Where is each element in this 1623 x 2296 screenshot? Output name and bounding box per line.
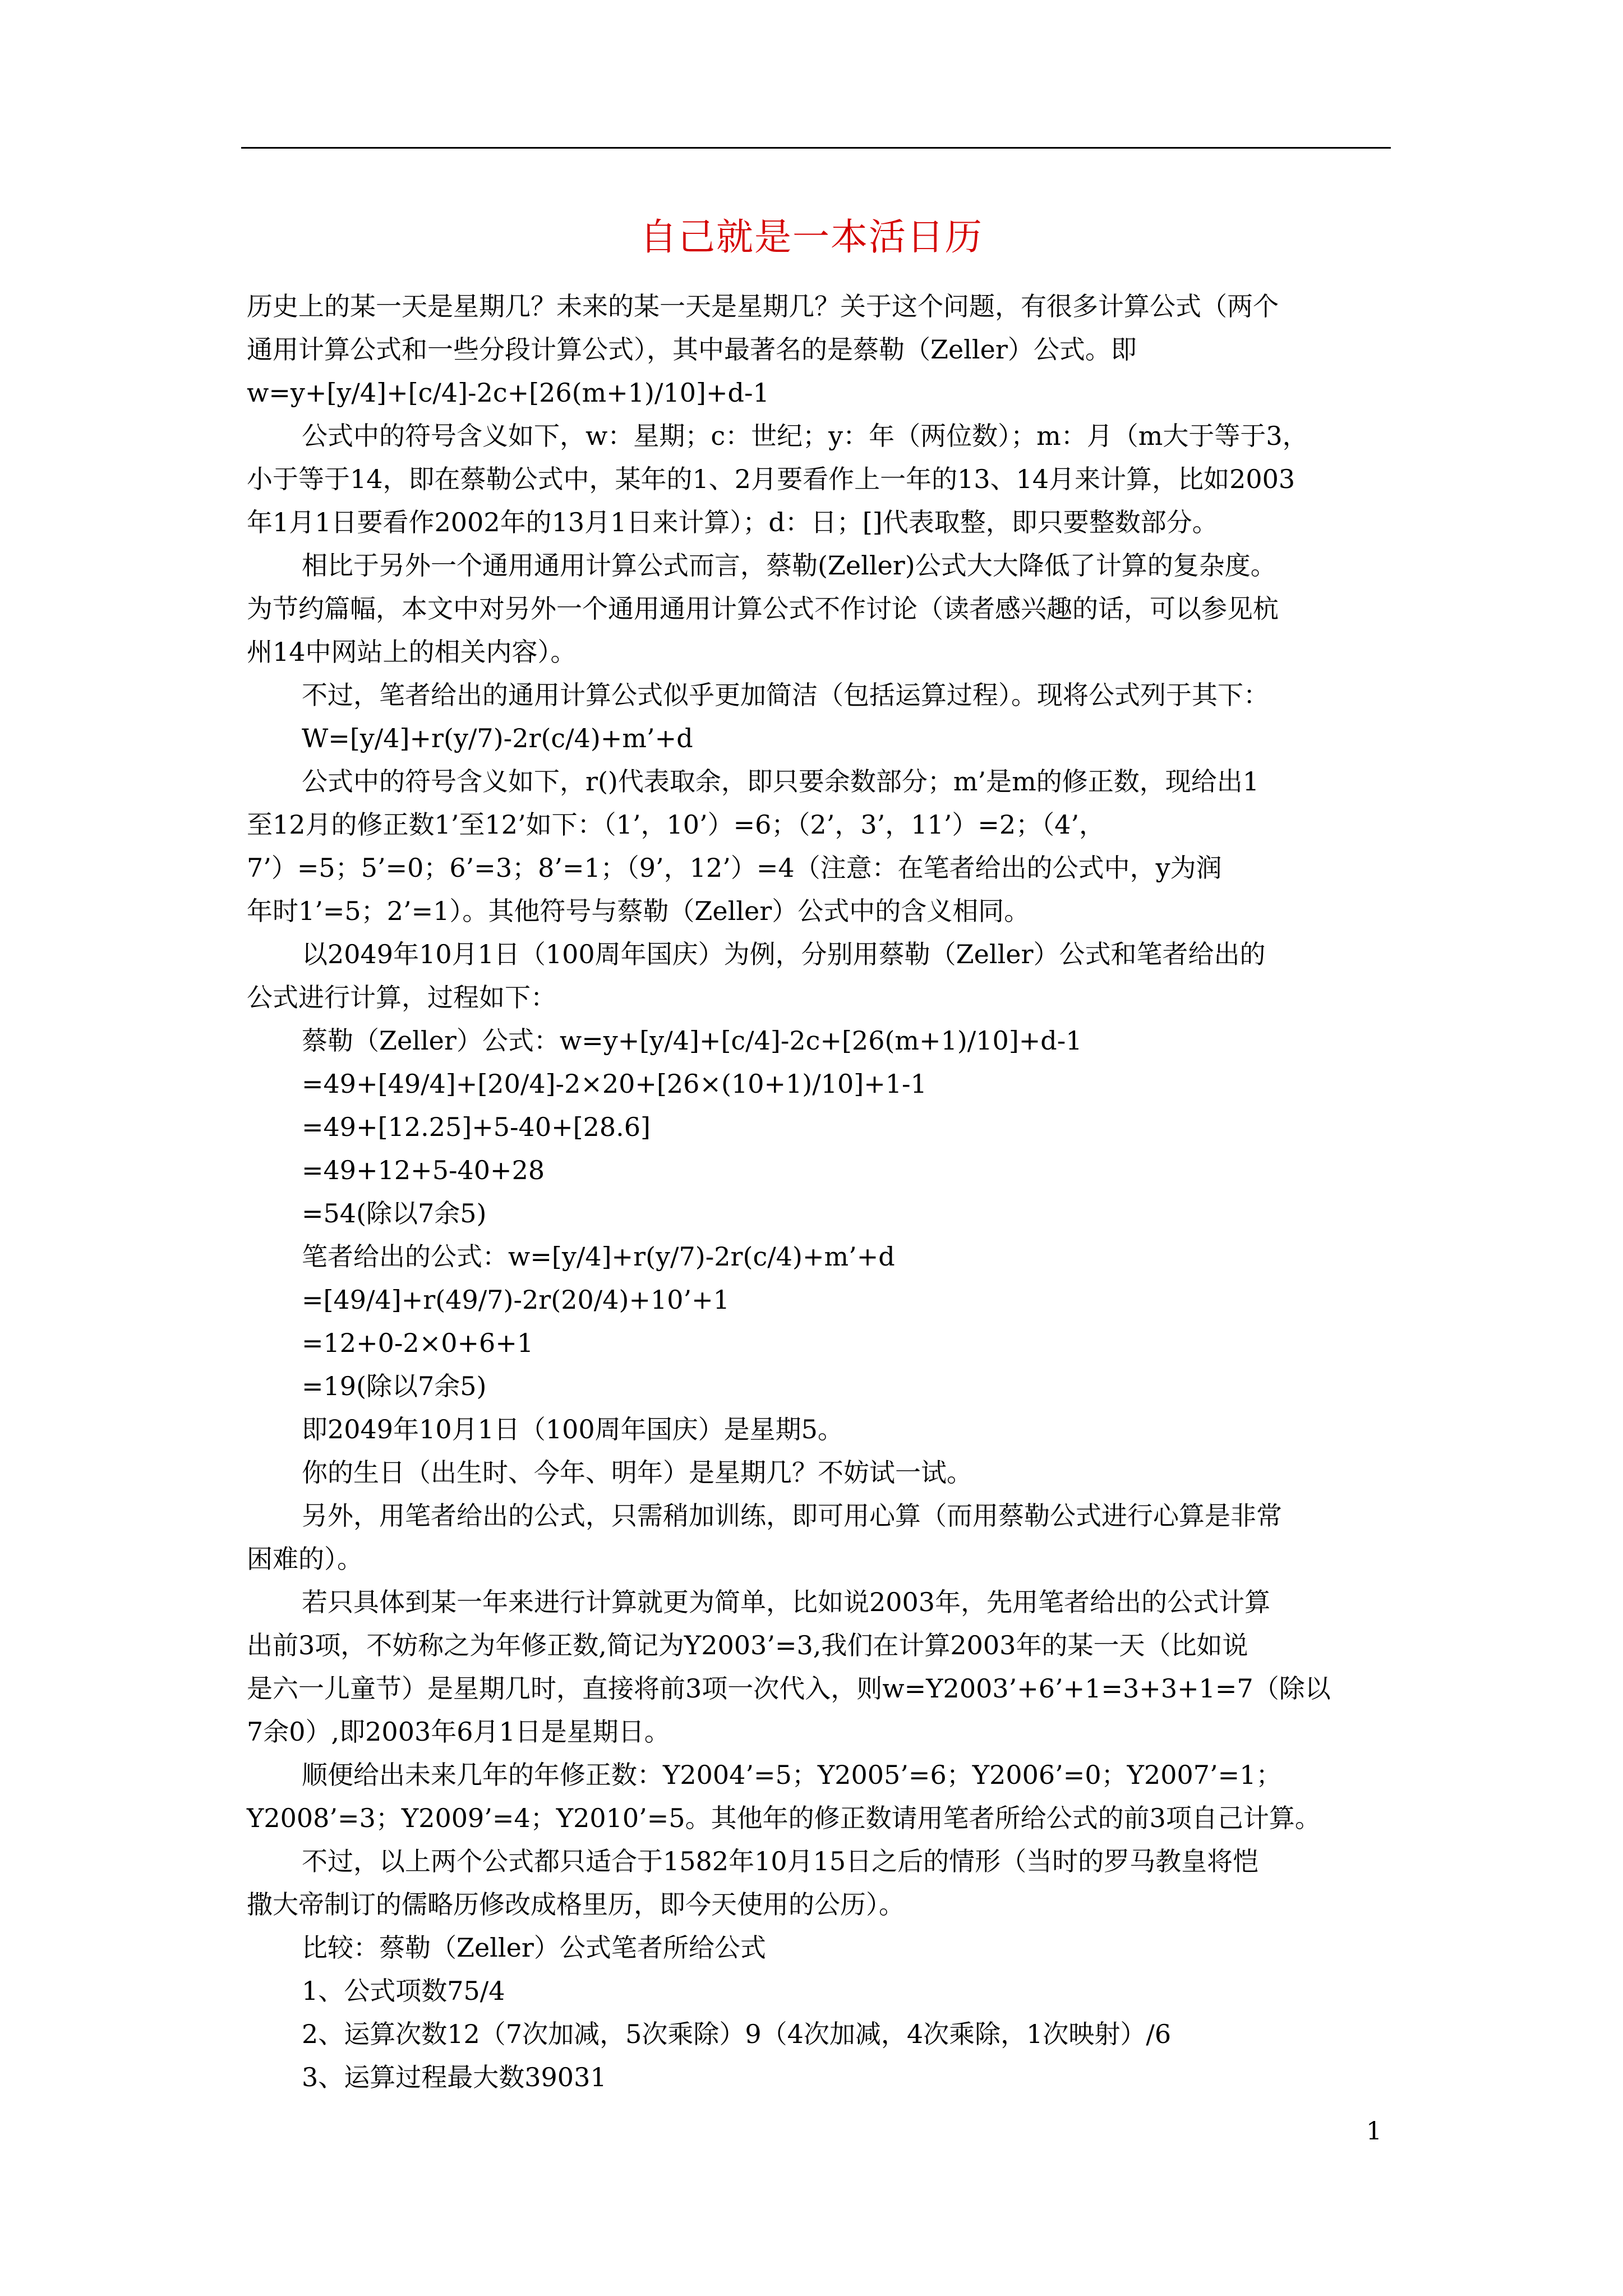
text-line: 顺便给出未来几年的年修正数：Y2004’=5；Y2005’=6；Y2006’=0；Y2007’=1； <box>302 1760 1282 1790</box>
text-line: 公式进行计算，过程如下： <box>247 982 556 1013</box>
text-line: 2、运算次数12（7次加减，5次乘除）9（4次加减，4次乘除，1次映射）/6 <box>302 2019 1172 2049</box>
text-line: 年1月1日要看作2002年的13月1日来计算）；d：日；[]代表取整，即只要整数部分。 <box>247 507 1218 537</box>
text-line: 是六一儿童节）是星期几时，直接将前3项一次代入，则w=Y2003’+6’+1=3+3+1=7（除以 <box>247 1673 1331 1704</box>
text-line: 困难的）。 <box>247 1544 363 1574</box>
text-line: 你的生日（出生时、今年、明年）是星期几？不妨试一试。 <box>302 1457 972 1488</box>
text-line: 公式中的符号含义如下，r()代表取余，即只要余数部分；m’是m的修正数，现给出1 <box>302 766 1260 797</box>
text-line: 公式中的符号含义如下，w：星期；c：世纪；y：年（两位数）；m：月（m大于等于3， <box>302 421 1308 451</box>
text-line: 出前3项，不妨称之为年修正数,简记为Y2003’=3,我们在计算2003年的某一天（比如说 <box>247 1630 1248 1660</box>
text-line: =49+12+5-40+28 <box>302 1155 545 1185</box>
page-number: 1 <box>1366 2117 1382 2146</box>
text-line: 比较：蔡勒（Zeller）公式笔者所给公式 <box>302 1932 766 1963</box>
text-line: 不过，笔者给出的通用计算公式似乎更加简洁（包括运算过程）。现将公式列于其下： <box>302 680 1269 710</box>
text-line: 通用计算公式和一些分段计算公式），其中最著名的是蔡勒（Zeller）公式。即 <box>247 334 1137 365</box>
text-line: 至12月的修正数1’至12’如下：（1’，10’）=6；（2’，3’，11’）=2；（4’， <box>247 809 1105 840</box>
text-line: =19(除以7余5) <box>302 1371 487 1401</box>
text-line: =54(除以7余5) <box>302 1198 487 1228</box>
text-line: W=[y/4]+r(y/7)-2r(c/4)+m’+d <box>302 723 693 753</box>
text-line: 小于等于14，即在蔡勒公式中，某年的1、2月要看作上一年的13、14月来计算，比如2003 <box>247 464 1295 494</box>
text-line: 7’）=5；5’=0；6’=3；8’=1；（9’，12’）=4（注意：在笔者给出的公式中，y为润 <box>247 853 1222 883</box>
text-line: 历史上的某一天是星期几？未来的某一天是星期几？关于这个问题，有很多计算公式（两个 <box>247 291 1279 321</box>
text-line: 7余0）,即2003年6月1日是星期日。 <box>247 1717 670 1747</box>
text-line: 蔡勒（Zeller）公式：w=y+[y/4]+[c/4]-2c+[26(m+1)/10]+d-1 <box>302 1025 1082 1056</box>
text-line: 若只具体到某一年来进行计算就更为简单，比如说2003年，先用笔者给出的公式计算 <box>302 1587 1271 1617</box>
text-line: =[49/4]+r(49/7)-2r(20/4)+10’+1 <box>302 1285 730 1315</box>
text-line: 相比于另外一个通用通用计算公式而言，蔡勒(Zeller)公式大大降低了计算的复杂度。 <box>302 550 1276 581</box>
header-rule <box>241 147 1391 149</box>
text-line: 撒大帝制订的儒略历修改成格里历，即今天使用的公历）。 <box>247 1889 905 1920</box>
text-line: 年时1’=5；2’=1）。其他符号与蔡勒（Zeller）公式中的含义相同。 <box>247 896 1030 926</box>
text-line: w=y+[y/4]+[c/4]-2c+[26(m+1)/10]+d-1 <box>247 378 769 408</box>
text-line: 另外，用笔者给出的公式，只需稍加训练，即可用心算（而用蔡勒公式进行心算是非常 <box>302 1501 1282 1531</box>
text-line: 不过，以上两个公式都只适合于1582年10月15日之后的情形（当时的罗马教皇将恺 <box>302 1846 1259 1876</box>
text-line: 州14中网站上的相关内容）。 <box>247 637 577 667</box>
text-line: 以2049年10月1日（100周年国庆）为例，分别用蔡勒（Zeller）公式和笔者给出的 <box>302 939 1266 969</box>
article-body <box>247 285 1384 2099</box>
text-line: =12+0-2×0+6+1 <box>302 1328 534 1358</box>
text-line: 为节约篇幅，本文中对另外一个通用通用计算公式不作讨论（读者感兴趣的话，可以参见杭 <box>247 593 1279 624</box>
text-line: Y2008’=3；Y2009’=4；Y2010’=5。其他年的修正数请用笔者所给公式的前3项自己计算。 <box>247 1803 1321 1833</box>
text-line: 笔者给出的公式：w=[y/4]+r(y/7)-2r(c/4)+m’+d <box>302 1241 895 1272</box>
text-line: 1、公式项数75/4 <box>302 1976 505 2006</box>
text-line: 即2049年10月1日（100周年国庆）是星期5。 <box>302 1414 843 1444</box>
text-line: 3、运算过程最大数39031 <box>302 2062 607 2092</box>
text-line: =49+[49/4]+[20/4]-2×20+[26×(10+1)/10]+1-1 <box>302 1069 927 1099</box>
text-line: =49+[12.25]+5-40+[28.6] <box>302 1112 651 1142</box>
page-title: 自己就是一本活日历 <box>640 215 983 259</box>
